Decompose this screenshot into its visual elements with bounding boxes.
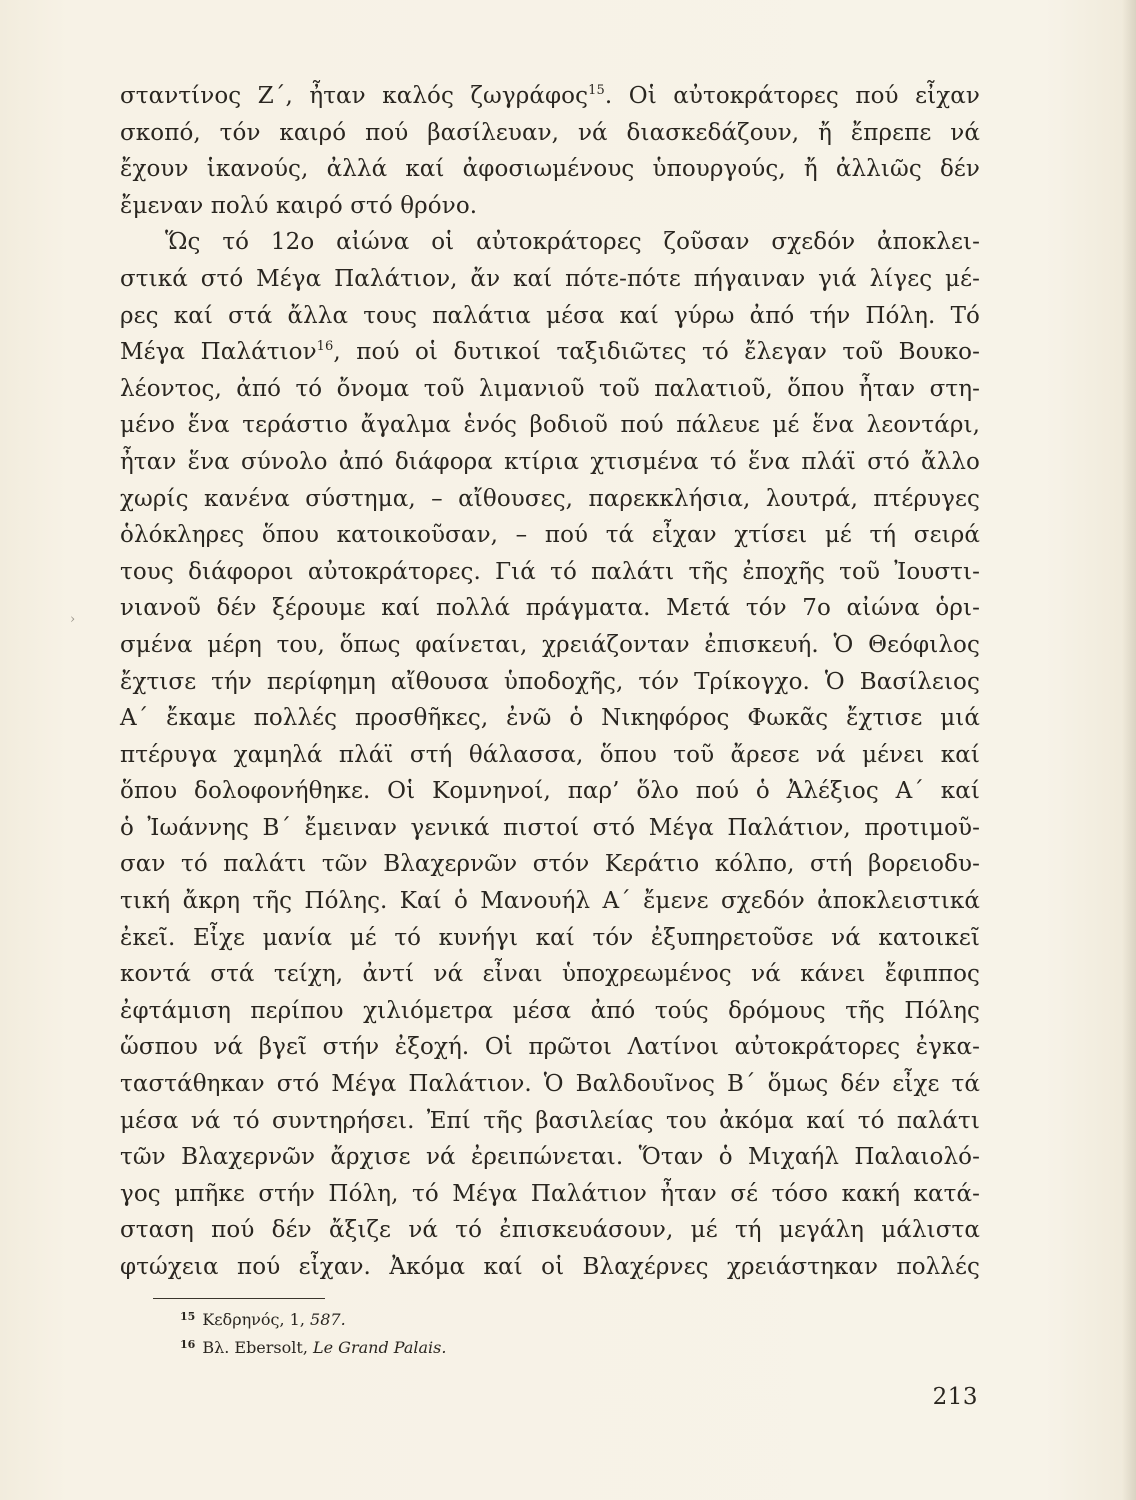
text-segment: . Οἱ αὐτοκράτορες πού εἶχαν [604,83,980,109]
text-segment: πτέρυγα χαμηλά πλάϊ στή θάλασσα, ὅπου τοῦ ἄρεσε νά μένει καί [120,741,980,768]
text-line [120,151,980,188]
text-line [120,1139,980,1176]
text-line [120,554,980,591]
text-line [120,590,980,627]
text-segment: γος μπῆκε στήν Πόλη, τό Μέγα Παλάτιον ἦταν σέ τόσο κακή κατά- [120,1180,980,1207]
text-line [120,115,980,152]
page-gutter-shadow [1122,0,1136,1500]
text-segment: ἔμεναν πολύ καιρό στό θρόνο. [120,192,478,219]
footnotes [180,1303,880,1359]
text-line [120,1103,980,1140]
text-line [120,920,980,957]
footnote-reference: 15 [588,83,605,98]
text-line [120,1029,980,1066]
text-line [120,1212,980,1249]
text-line [120,334,980,371]
footnote-italic-text: Le Grand Palais. [312,1338,447,1357]
text-line [120,481,980,518]
text-line [120,627,980,664]
text-segment: σταση πού δέν ἄξιζε νά τό ἐπισκευάσουν, μέ τή μεγάλη μάλιστα [120,1217,980,1244]
text-segment: ὁλόκληρες ὅπου κατοικοῦσαν, – πού τά εἶχαν χτίσει μέ τή σειρά [120,522,980,549]
text-segment: , πού οἱ δυτικοί ταξιδιῶτες τό ἔλεγαν τοῦ Βουκο- [333,339,981,366]
text-line [120,444,980,481]
text-segment: σταντίνος Ζ΄, ἦταν καλός ζωγράφος [120,83,589,109]
text-segment: λέοντος, ἀπό τό ὄνομα τοῦ λιμανιοῦ τοῦ παλατιοῦ, ὅπου ἦταν στη- [120,375,980,402]
text-line [120,883,980,920]
text-segment: μένο ἕνα τεράστιο ἄγαλμα ἑνός βοδιοῦ πού πάλευε μέ ἕνα λεοντάρι, [120,412,980,439]
text-segment: ἔχτισε τήν περίφημη αἴθουσα ὑποδοχῆς, τόν Τρίκογχο. Ὁ Βασίλειος [120,668,980,695]
text-line [120,261,980,298]
text-line [120,517,980,554]
text-segment: φτώχεια πού εἶχαν. Ἀκόμα καί οἱ Βλαχέρνες χρειάστηκαν πολλές [120,1254,980,1280]
text-segment: σαν τό παλάτι τῶν Βλαχερνῶν στόν Κεράτιο κόλπο, στή βορειοδυ- [120,851,980,878]
text-segment: ταστάθηκαν στό Μέγα Παλάτιον. Ὁ Βαλδουῖνος Β΄ ὅμως δέν εἶχε τά [120,1071,980,1098]
text-segment: σμένα μέρη του, ὅπως φαίνεται, χρειάζονταν ἐπισκευή. Ὁ Θεόφιλος [120,631,980,658]
margin-mark: › [70,612,76,627]
text-line [120,1249,980,1286]
text-segment: ὅπου δολοφονήθηκε. Οἱ Κομνηνοί, παρ’ ὅλο πού ὁ Ἀλέξιος Α΄ καί [120,778,980,805]
footnote-number: 16 [180,1338,196,1351]
text-line [120,956,980,993]
text-segment: Μέγα Παλάτιον [120,339,317,366]
footnote-15 [180,1303,880,1331]
text-line [120,371,980,408]
text-line [120,664,980,701]
text-segment: τους διάφοροι αὐτοκράτορες. Γιά τό παλάτι τῆς ἐποχῆς τοῦ Ἰουστι- [120,558,980,585]
text-segment: ρες καί στά ἄλλα τους παλάτια μέσα καί γύρω ἀπό τήν Πόλη. Τό [120,302,980,329]
footnote-number: 15 [180,1310,196,1323]
text-segment: νιανοῦ δέν ξέρουμε καί πολλά πράγματα. Μετά τόν 7ο αἰώνα ὁρι- [120,595,980,622]
text-segment: ἐκεῖ. Εἶχε μανία μέ τό κυνήγι καί τόν ἐξυπηρετοῦσε νά κατοικεῖ [120,924,980,951]
text-line [120,78,980,115]
footnote-text: Κεδρηνός, 1, [202,1310,311,1329]
text-line [120,810,980,847]
text-line [120,1066,980,1103]
footnote-text: Βλ. Ebersolt, [202,1338,313,1357]
text-segment: Ὥς τό 12ο αἰώνα οἱ αὐτοκράτορες ζοῦσαν σχεδόν ἀποκλει- [165,229,980,256]
page-number: 213 [932,1384,978,1410]
text-segment: ὥσπου νά βγεῖ στήν ἐξοχή. Οἱ πρῶτοι Λατίνοι αὐτοκράτορες ἐγκα- [120,1034,980,1061]
text-segment: τική ἄκρη τῆς Πόλης. Καί ὁ Μανουήλ Α΄ ἔμενε σχεδόν ἀποκλειστικά [120,888,980,915]
text-segment: μέσα νά τό συντηρήσει. Ἐπί τῆς βασιλείας του ἀκόμα καί τό παλάτι [120,1107,980,1134]
text-segment: χωρίς κανένα σύστημα, – αἴθουσες, παρεκκλήσια, λουτρά, πτέρυγες [120,485,980,512]
text-segment: σκοπό, τόν καιρό πού βασίλευαν, νά διασκεδάζουν, ἤ ἔπρεπε νά [120,119,980,146]
footnote-rule [153,1298,325,1299]
text-segment: ἐφτάμιση περίπου χιλιόμετρα μέσα ἀπό τούς δρόμους τῆς Πόλης [120,997,980,1024]
footnote-italic-text: 587. [310,1310,346,1329]
text-line [120,188,980,225]
text-segment: ἔχουν ἱκανούς, ἀλλά καί ἀφοσιωμένους ὑπουργούς, ἤ ἀλλιῶς δέν [120,156,980,183]
text-line [120,993,980,1030]
footnote-reference: 16 [316,339,334,355]
text-line [120,224,980,261]
text-line [120,407,980,444]
text-segment: ἦταν ἕνα σύνολο ἀπό διάφορα κτίρια χτισμένα τό ἕνα πλάϊ στό ἄλλο [120,448,980,475]
text-line [120,846,980,883]
text-line [120,773,980,810]
footnote-16 [180,1331,880,1359]
text-line [120,298,980,335]
text-line [120,1176,980,1213]
text-line [120,700,980,737]
text-segment: στικά στό Μέγα Παλάτιον, ἄν καί πότε-πότε πήγαιναν γιά λίγες μέ- [120,265,980,292]
text-segment: ὁ Ἰωάννης Β΄ ἔμειναν γενικά πιστοί στό Μέγα Παλάτιον, προτιμοῦ- [120,814,980,841]
text-line [120,737,980,774]
text-segment: Α΄ ἔκαμε πολλές προσθῆκες, ἐνῶ ὁ Νικηφόρος Φωκᾶς ἔχτισε μιά [120,705,980,732]
body-text [120,78,980,1286]
text-segment: κοντά στά τείχη, ἀντί νά εἶναι ὑποχρεωμένος νά κάνει ἔφιππος [120,961,980,988]
text-segment: τῶν Βλαχερνῶν ἄρχισε νά ἐρειπώνεται. Ὅταν ὁ Μιχαήλ Παλαιολό- [120,1144,980,1171]
